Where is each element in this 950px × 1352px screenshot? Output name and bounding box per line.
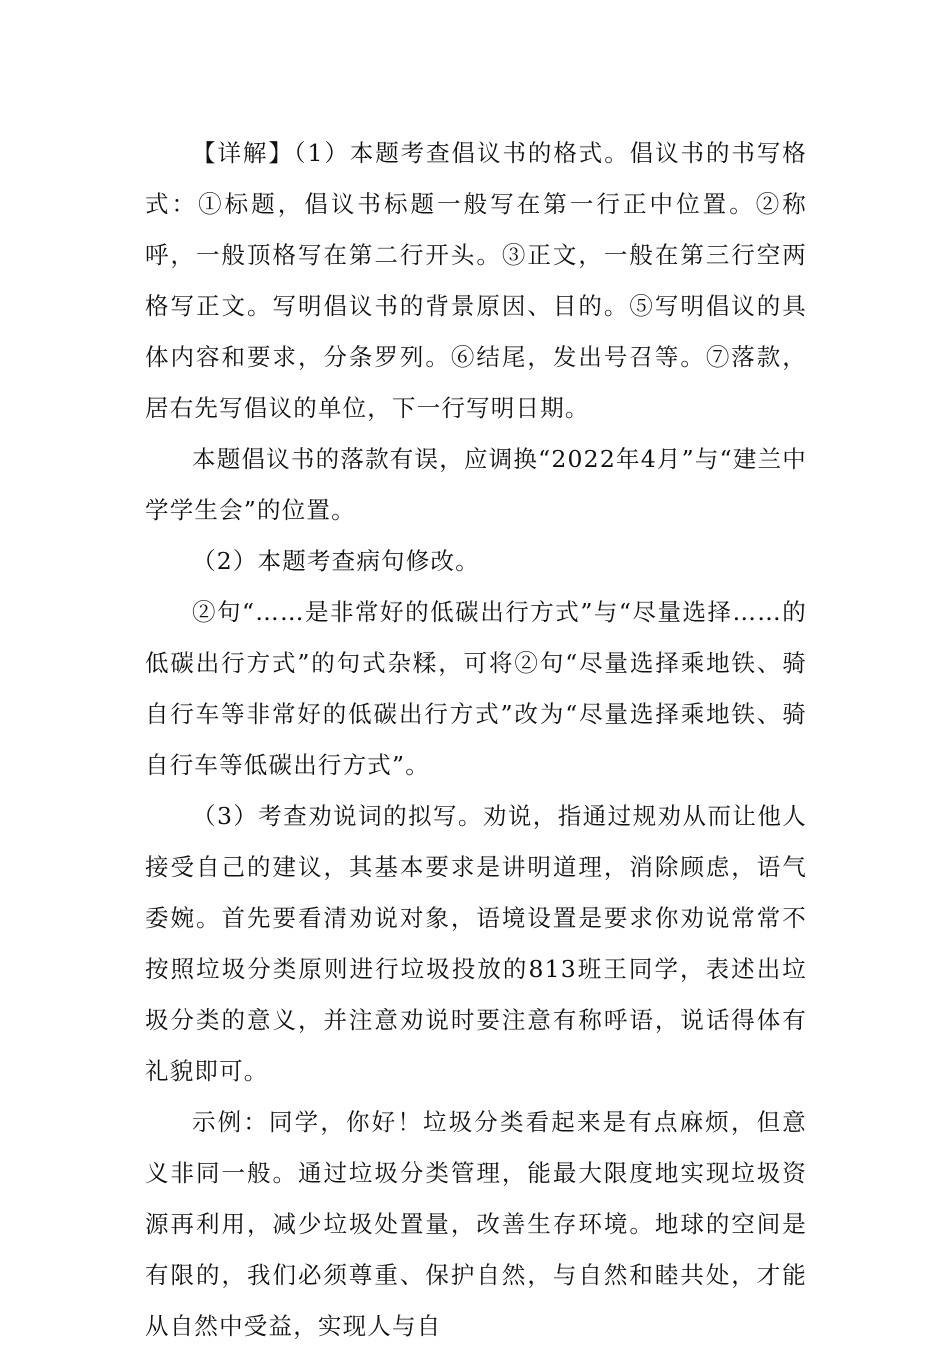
- paragraph-example: 示例：同学，你好！垃圾分类看起来是有点麻烦，但意义非同一般。通过垃圾分类管理，能最大限度地实现垃圾资源再利用，减少垃圾处置量，改善生存环境。地球的空间是有限的，我们必须尊重、保护自然，与自然和睦共处，才能从自然中受益，实现人与自: [145, 1108, 807, 1340]
- paragraph-sentence-correction-heading: （2）本题考查病句修改。: [192, 547, 480, 575]
- document-body: [145, 128, 807, 1352]
- paragraph-persuasion-explanation: （3）考查劝说词的拟写。劝说，指通过规劝从而让他人接受自己的建议，其基本要求是讲明道理，消除顾虑，语气委婉。首先要看清劝说对象，语境设置是要求你劝说常常不按照垃圾分类原则进行垃圾投放的813班王同学，表述出垃圾分类的意义，并注意劝说时要注意有称呼语，说话得体有礼貌即可。: [145, 802, 807, 1085]
- paragraph-explanation-format: 【详解】（1）本题考查倡议书的格式。倡议书的书写格式：①标题，倡议书标题一般写在第一行正中位置。②称呼，一般顶格写在第二行开头。③正文，一般在第三行空两格写正文。写明倡议书的背景原因、目的。⑤写明倡议的具体内容和要求，分条罗列。⑥结尾，发出号召等。⑦落款，居右先写倡议的单位，下一行写明日期。: [145, 139, 807, 422]
- paragraph-sentence-correction: ②句“……是非常好的低碳出行方式”与“尽量选择……的低碳出行方式”的句式杂糅，可将②句“尽量选择乘地铁、骑自行车等非常好的低碳出行方式”改为“尽量选择乘地铁、骑自行车等低碳出行方式”。: [145, 598, 807, 779]
- paragraph-signature-error: 本题倡议书的落款有误，应调换“2022年4月”与“建兰中学学生会”的位置。: [145, 445, 807, 524]
